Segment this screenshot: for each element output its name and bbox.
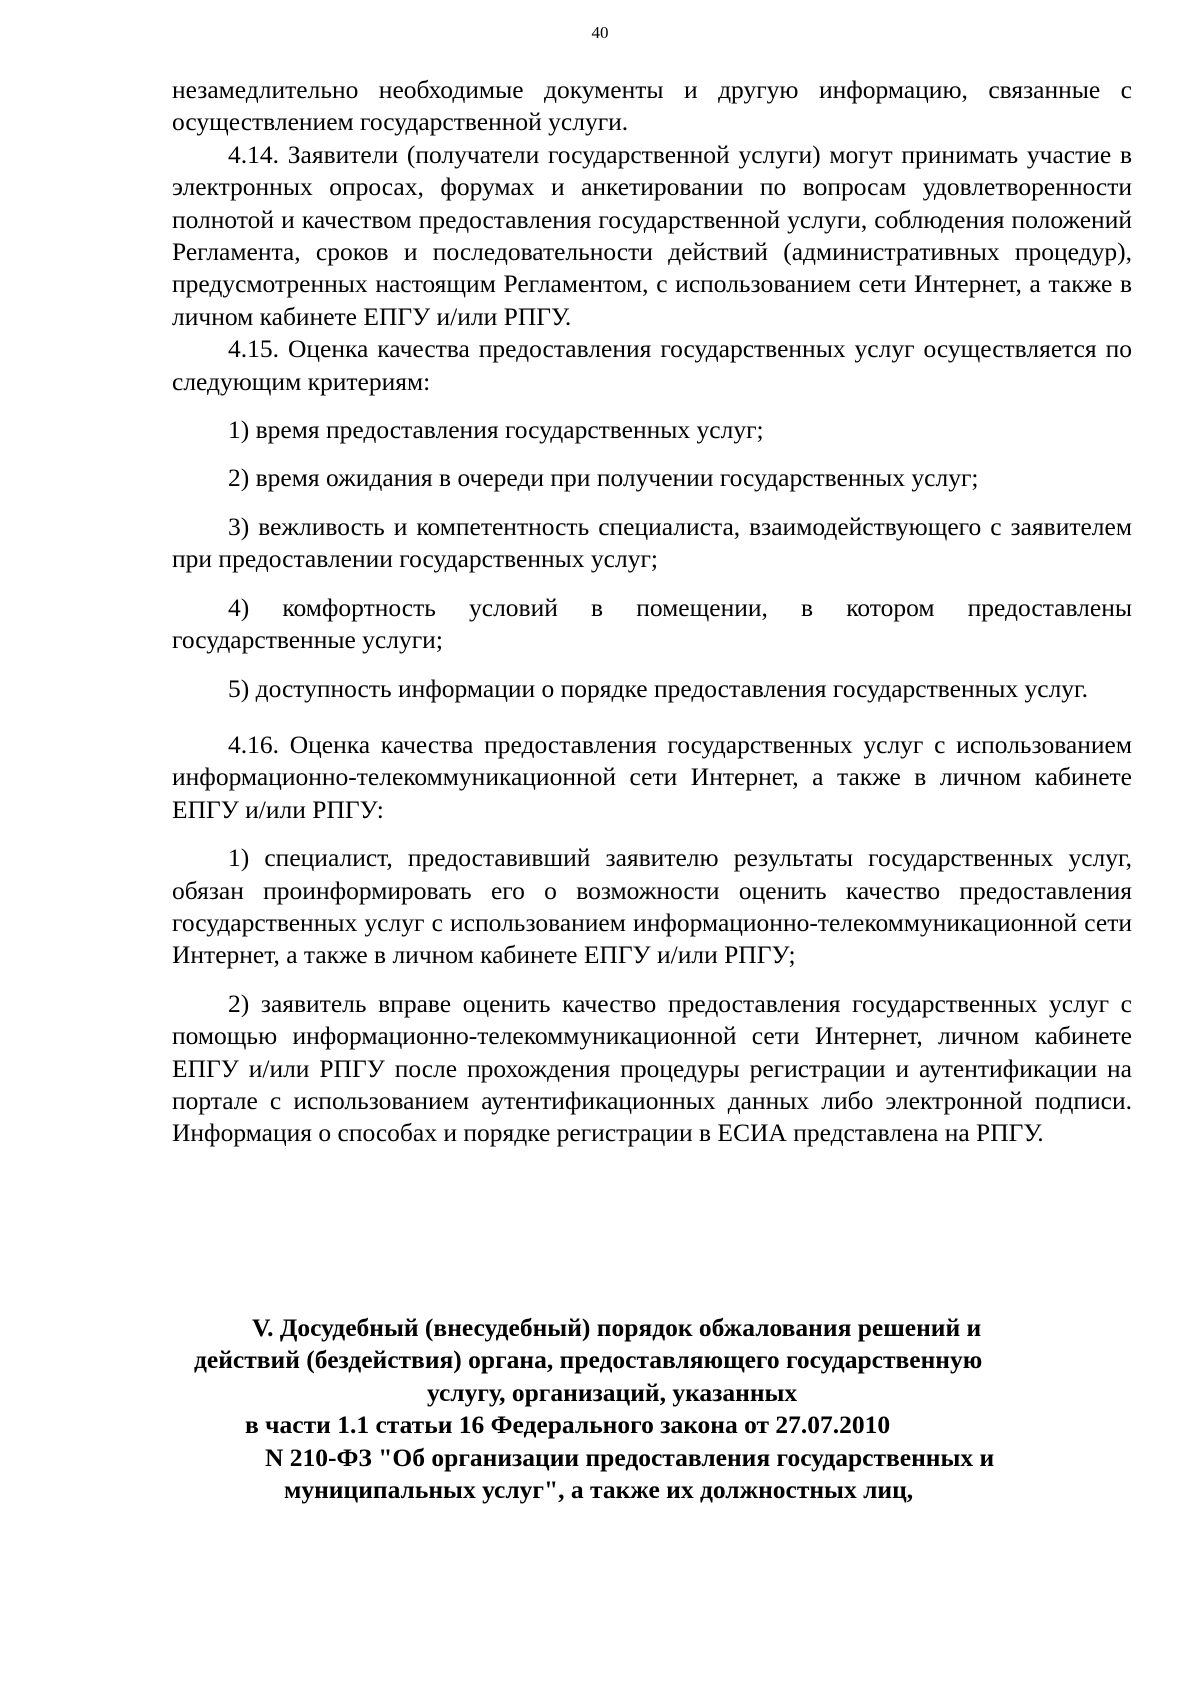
document-body (172, 74, 1132, 1150)
paragraph-4-15: 4.15. Оценка качества предоставления государственных услуг осуществляется по следующим критериям: (172, 334, 1132, 396)
section-heading-line: N 210-ФЗ "Об организации предоставления государственных и (265, 1442, 995, 1472)
criterion-1: 1) время предоставления государственных услуг; (228, 415, 764, 445)
page-number: 40 (591, 23, 609, 42)
section-heading-line: действий (бездействия) органа, предоставляющего государственную (194, 1345, 983, 1375)
criterion-5: 5) доступность информации о порядке предоставления государственных услуг. (228, 673, 1089, 703)
section-heading-line: услугу, организаций, указанных (427, 1377, 798, 1407)
paragraph-continuation: незамедлительно необходимые документы и другую информацию, связанные с осуществлением государственной услуги. (172, 75, 1132, 137)
section-heading-line: в части 1.1 статьи 16 Федерального закона от 27.07.2010 (245, 1410, 891, 1440)
item-4-16-1: 1) специалист, предоставивший заявителю результаты государственных услуг, обязан проинформировать его о возможности оценить качество предоставления государственных услуг с использованием информационно-телекоммуникационной сети Интернет, а также в личном кабинете ЕПГУ и/или РПГУ; (172, 843, 1132, 970)
section-heading-line: муниципальных услуг", а также их должностных лиц, (284, 1475, 914, 1505)
section-heading-line: V. Досудебный (внесудебный) порядок обжалования решений и (252, 1313, 982, 1342)
criterion-3: 3) вежливость и компетентность специалиста, взаимодействующего с заявителем при предоставлении государственных услуг; (172, 511, 1132, 574)
criterion-4: 4) комфортность условий в помещении, в котором предоставлены государственные услуги; (172, 592, 1132, 655)
section-v-heading (172, 1312, 1132, 1506)
criterion-2: 2) время ожидания в очереди при получении государственных услуг; (228, 463, 979, 493)
paragraph-4-14: 4.14. Заявители (получатели государственной услуги) могут принимать участие в электронных опросах, форумах и анкетировании по вопросам удовлетворенности полнотой и качеством предоставления государственной услуги, соблюдения положений Регламента, сроков и последовательности действий (административных процедур), предусмотренных настоящим Регламентом, с использованием сети Интернет, а также в личном кабинете ЕПГУ и/или РПГУ. (172, 139, 1132, 331)
paragraph-4-16: 4.16. Оценка качества предоставления государственных услуг с использованием информационно-телекоммуникационной сети Интернет, а также в личном кабинете ЕПГУ и/или РПГУ: (172, 729, 1132, 824)
item-4-16-2: 2) заявитель вправе оценить качество предоставления государственных услуг с помощью информационно-телекоммуникационной сети Интернет, личном кабинете ЕПГУ и/или РПГУ после прохождения процедуры регистрации и аутентификации на портале с использованием аутентификационных данных либо электронной подписи. Информация о способах и порядке регистрации в ЕСИА представлена на РПГУ. (172, 988, 1132, 1148)
